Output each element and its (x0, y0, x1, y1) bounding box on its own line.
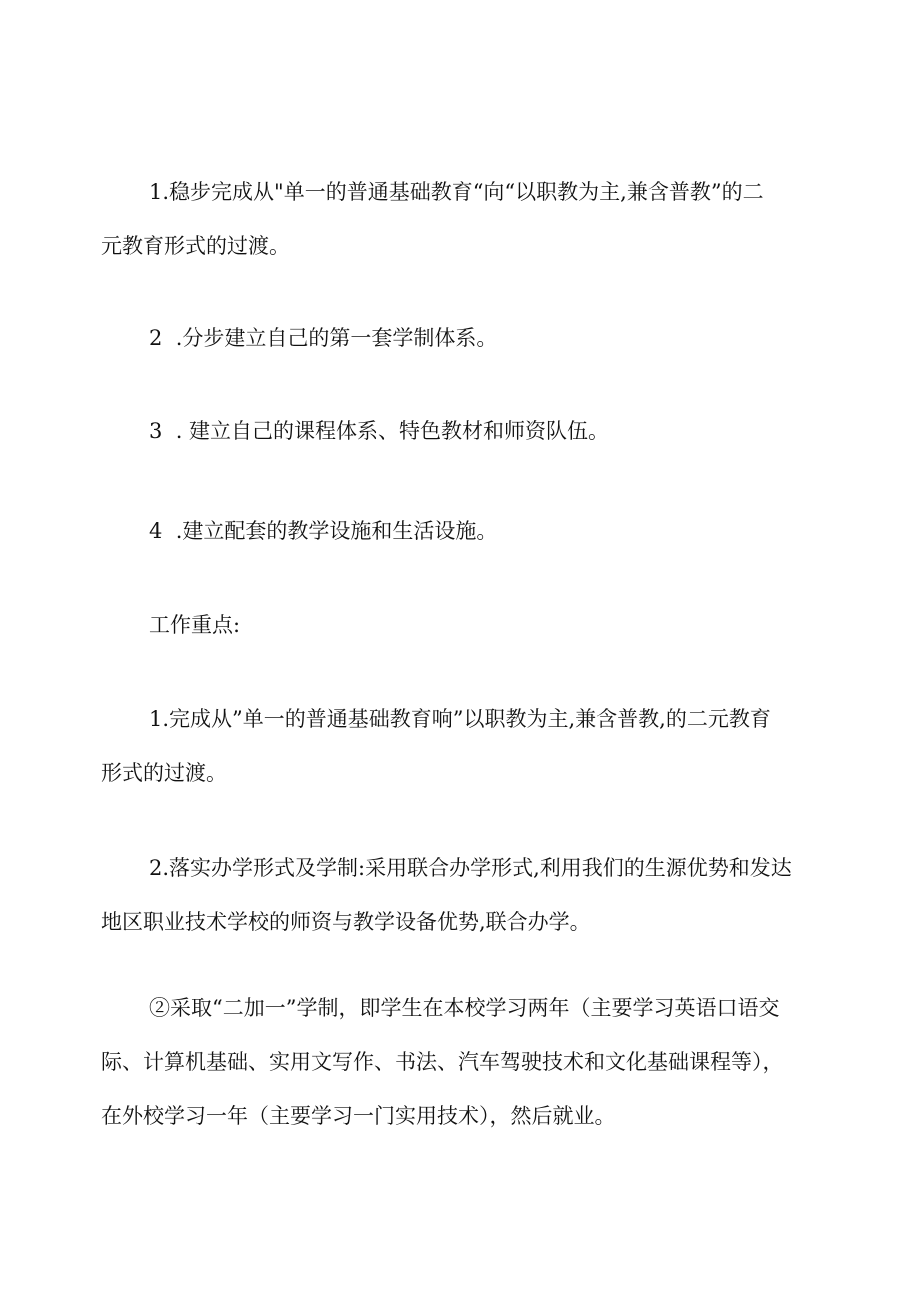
goal-item-1-line-2: 元教育形式的过渡。 (101, 234, 290, 258)
focus-item-3-line-2: 际、计算机基础、实用文写作、书法、汽车驾驶技术和文化基础课程等）， (101, 1050, 784, 1074)
goal-item-2-text: 2 .分步建立自己的第一套学制体系。 (149, 326, 498, 350)
goal-item-1-line-1: 1.稳步完成从"单一的普通基础教育“向“以职教为主,兼含普教”的二 (149, 180, 764, 204)
goal-item-1 (101, 165, 821, 273)
focus-item-3-line-3: 在外校学习一年（主要学习一门实用技术），然后就业。 (101, 1104, 616, 1128)
focus-item-3 (101, 981, 821, 1143)
focus-item-2-line-2: 地区职业技术学校的师资与教学设备优势,联合办学。 (101, 910, 591, 934)
focus-heading (101, 598, 821, 652)
focus-item-1 (101, 692, 821, 800)
goal-item-3-text: 3 . 建立自己的课程体系、特色教材和师资队伍。 (149, 419, 610, 443)
goal-item-4-text: 4 .建立配套的教学设施和生活设施。 (149, 519, 498, 543)
focus-item-3-line-1: ②采取“二加一”学制，即学生在本校学习两年（主要学习英语口语交 (149, 996, 780, 1020)
focus-item-1-line-1: 1.完成从”单一的普通基础教育响”以职教为主,兼含普教,的二元教育 (149, 707, 771, 731)
focus-heading-text: 工作重点: (149, 613, 241, 637)
focus-item-2 (101, 841, 821, 949)
goal-item-3 (101, 404, 821, 458)
goal-item-4 (101, 504, 821, 558)
goal-item-2 (101, 311, 821, 365)
focus-item-1-line-2: 形式的过渡。 (101, 761, 227, 785)
focus-item-2-line-1: 2.落实办学形式及学制:采用联合办学形式,利用我们的生源优势和发达 (149, 856, 792, 880)
